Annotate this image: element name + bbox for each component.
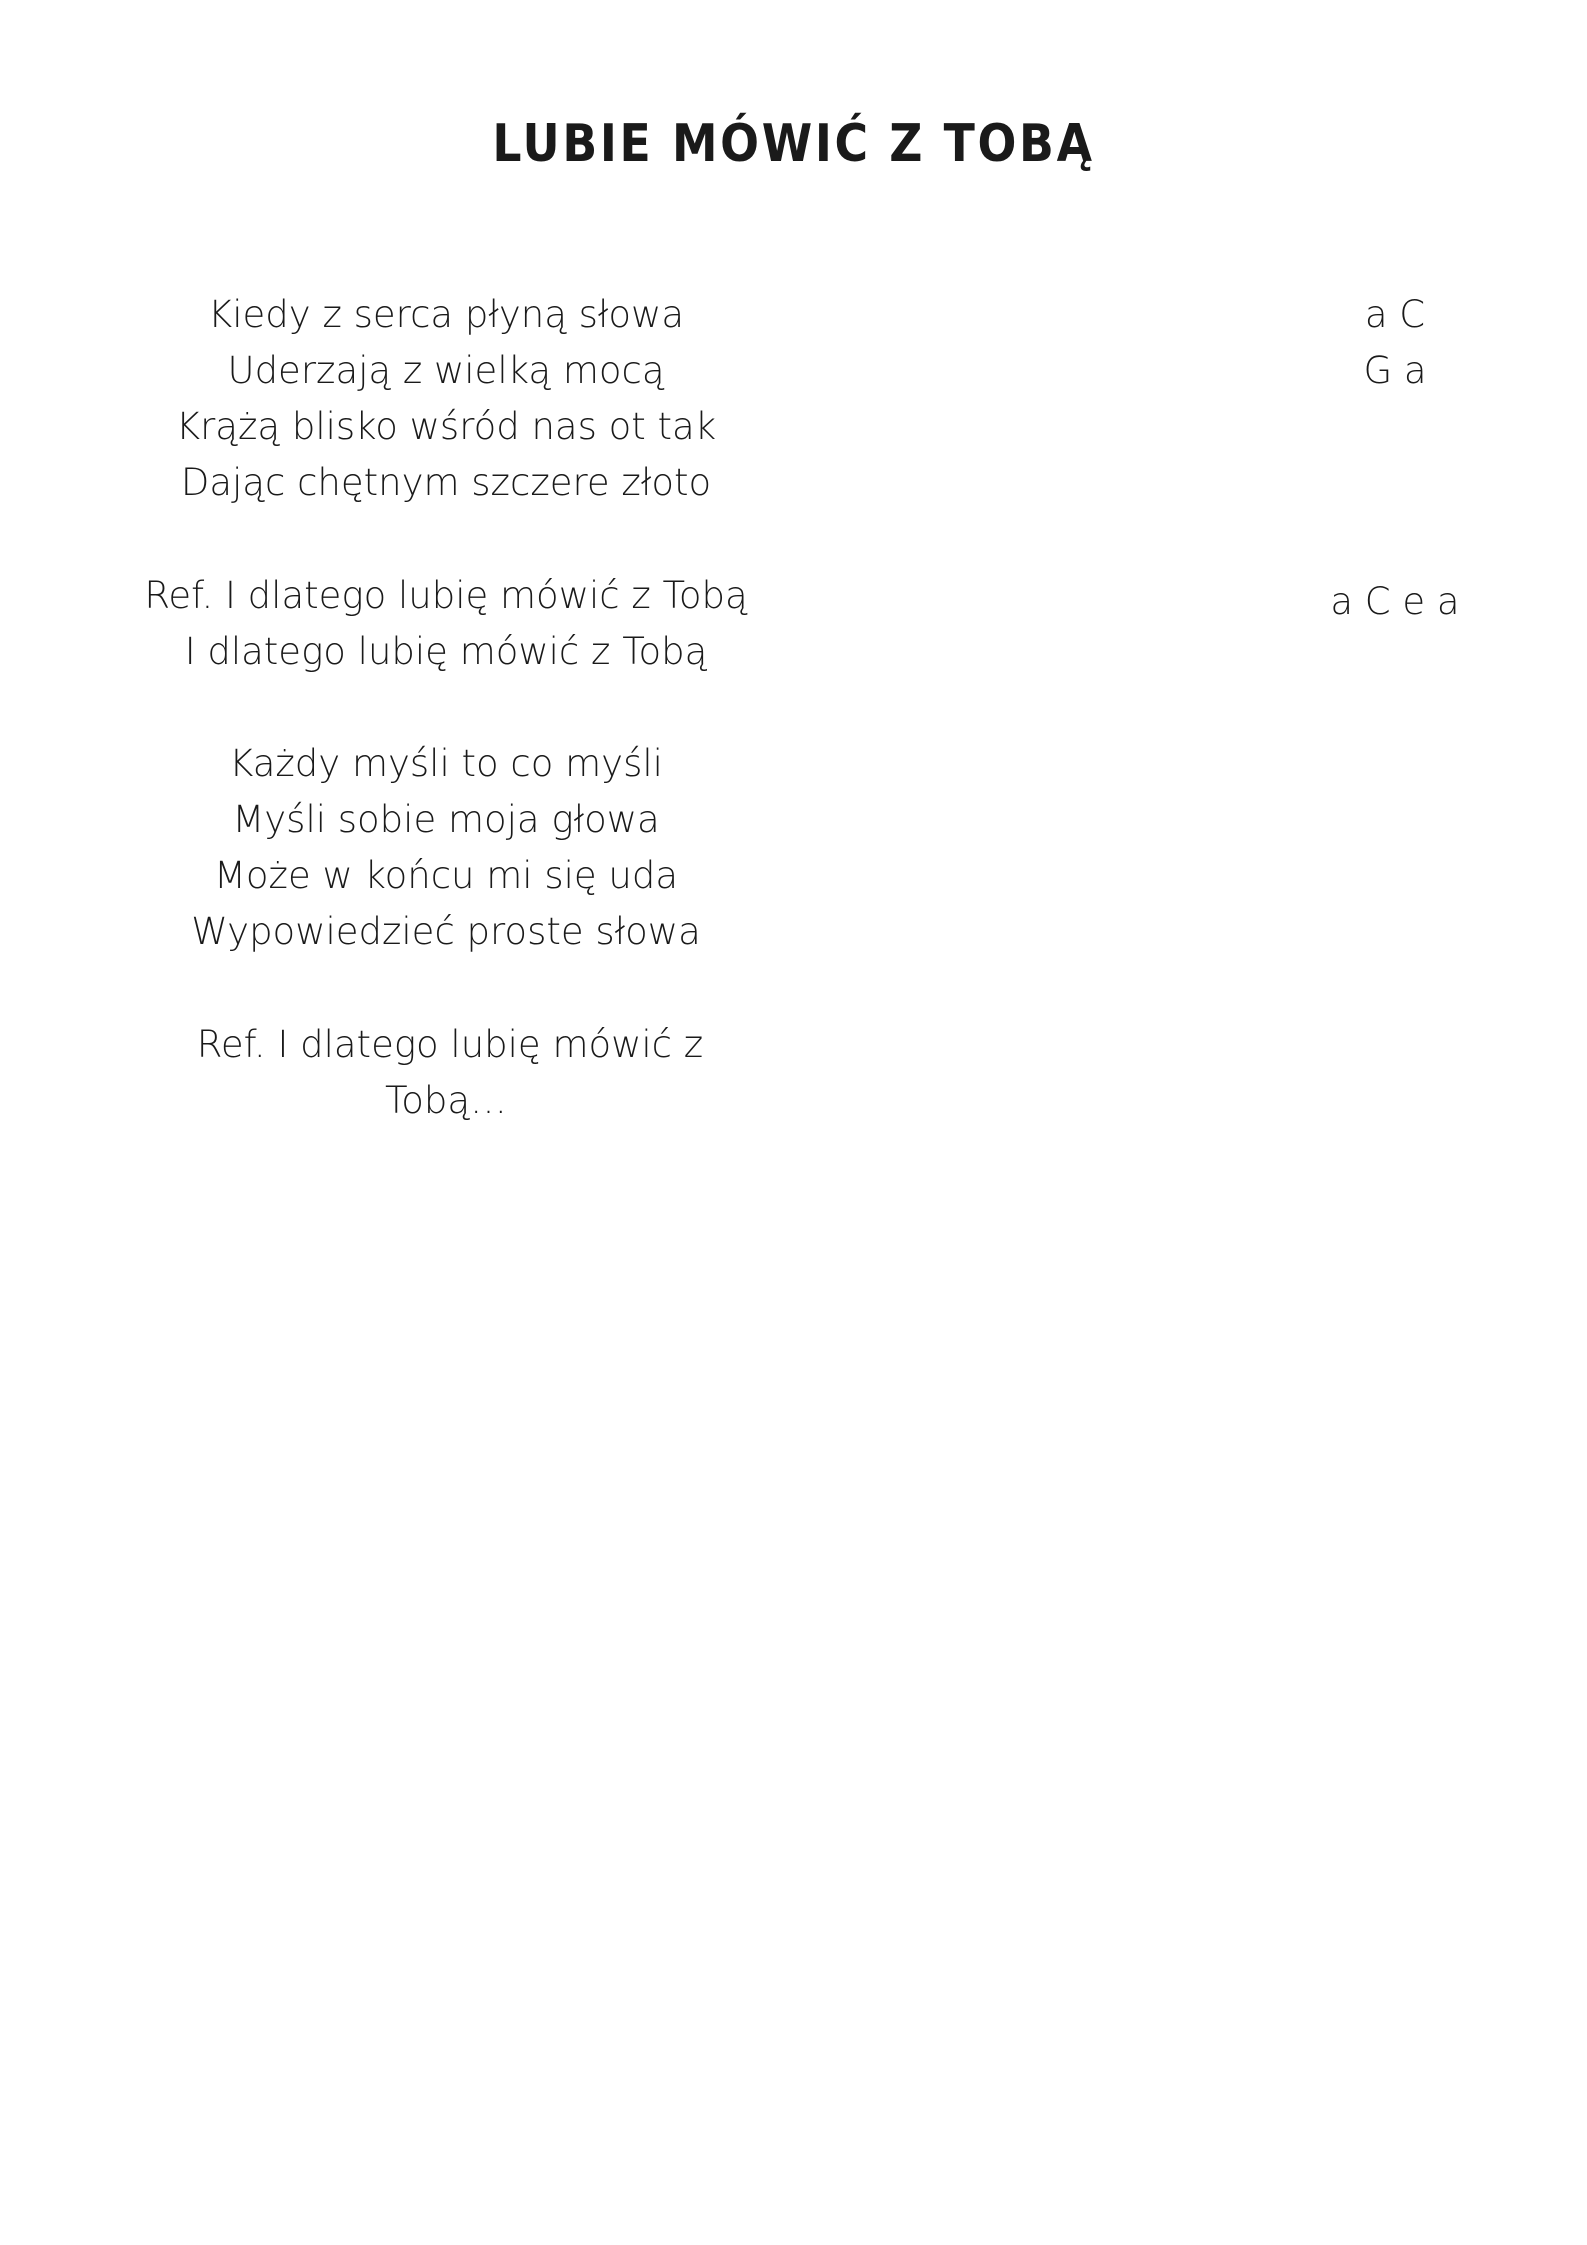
verse1-chord-1: a C: [1364, 293, 1426, 336]
refrain-repeat-line-2: Tobą…: [384, 1079, 508, 1122]
verse2-line-1: Każdy myśli to co myśli: [229, 742, 663, 785]
verse2-line-3: Może w końcu mi się uda: [213, 854, 679, 897]
verse2-line-2: Myśli sobie moja głowa: [232, 798, 660, 841]
verse1-line-2: Uderzają z wielką mocą: [227, 349, 665, 392]
refrain-line-2: I dlatego lubię mówić z Tobą: [184, 630, 708, 673]
refrain-chord-1: a C e a: [1330, 580, 1460, 623]
verse1-line-3: Krążą blisko wśród nas ot tak: [175, 405, 717, 448]
verse1-chord-2: G a: [1363, 349, 1427, 392]
verse2-line-4: Wypowiedzieć proste słowa: [191, 910, 701, 953]
verse1-line-1: Kiedy z serca płyną słowa: [208, 293, 684, 336]
verse1-line-4: Dając chętnym szczere złoto: [180, 461, 712, 504]
song-title: LUBIE MÓWIĆ Z TOBĄ: [492, 114, 1095, 174]
refrain-line-1: Ref. I dlatego lubię mówić z Tobą: [144, 574, 748, 617]
refrain-repeat-line-1: Ref. I dlatego lubię mówić z: [196, 1023, 704, 1066]
